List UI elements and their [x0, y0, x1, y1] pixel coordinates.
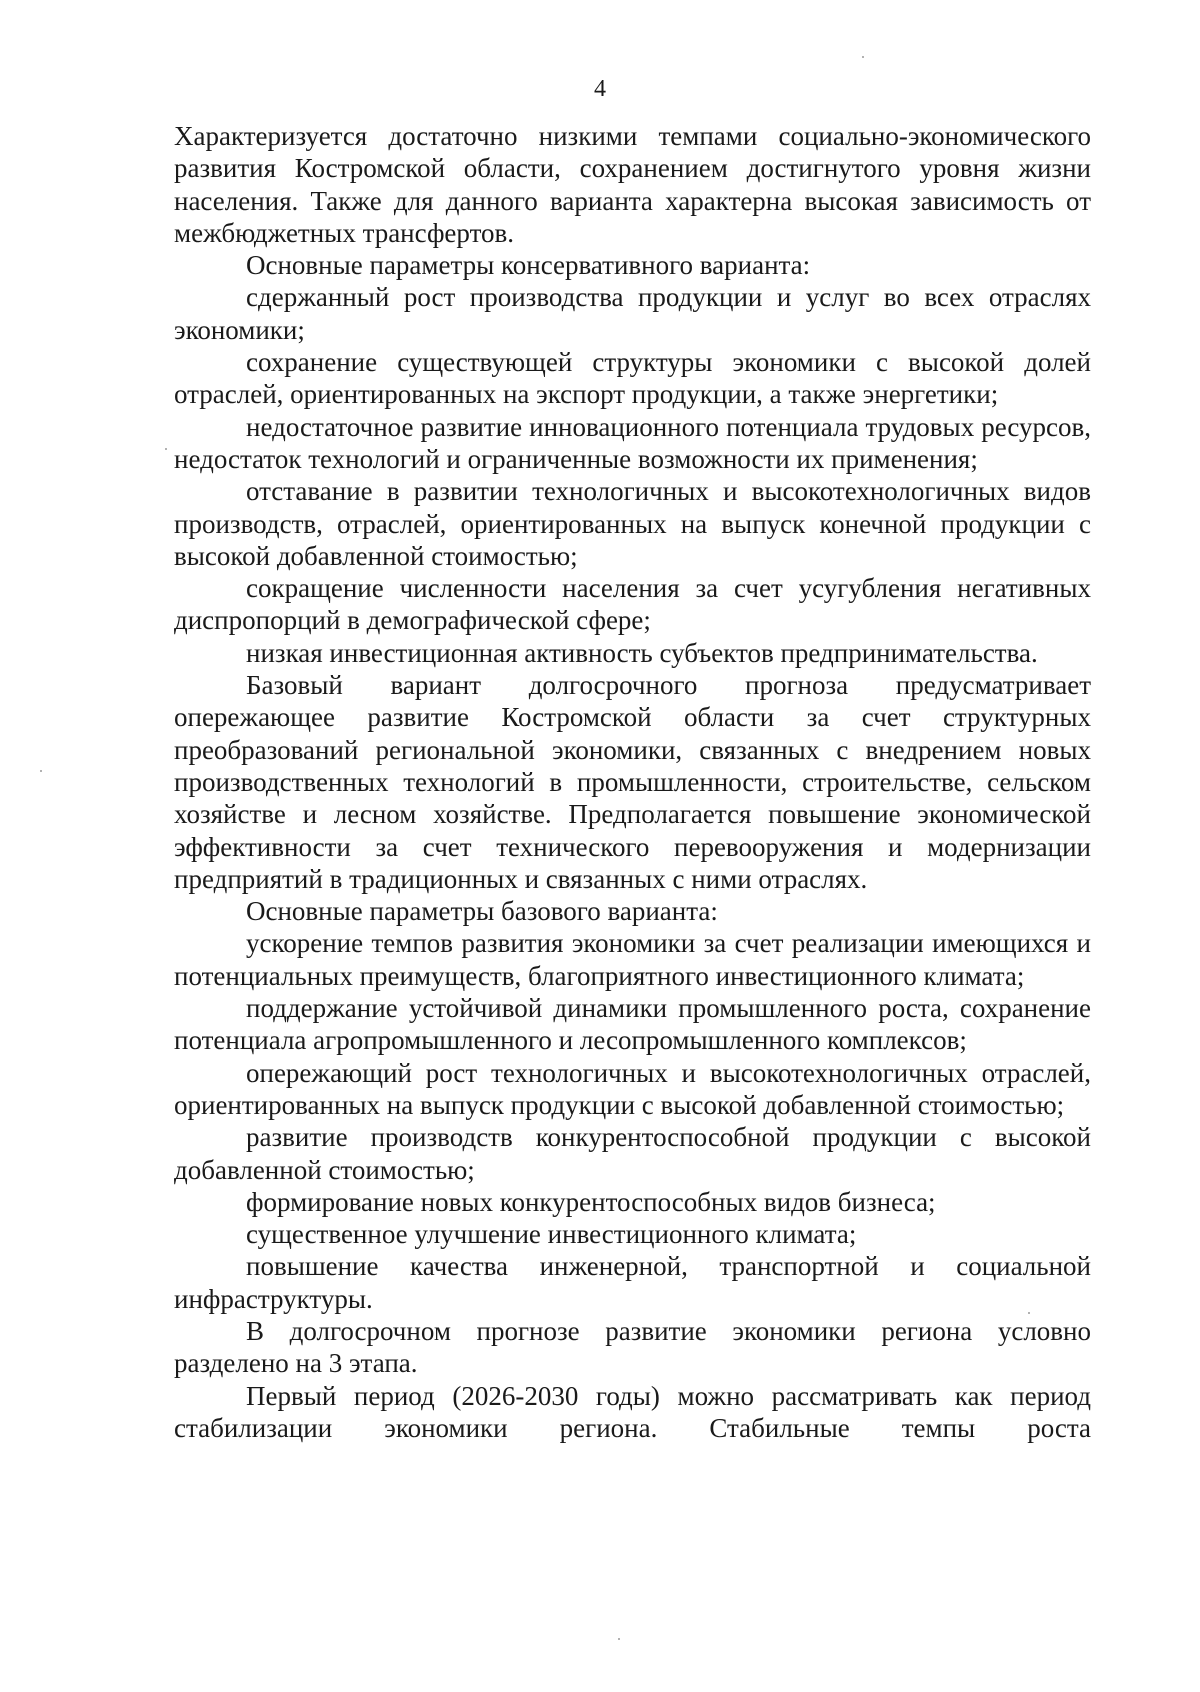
body-paragraph: повышение качества инженерной, транспортной и социальной инфраструктуры. — [174, 1251, 1091, 1314]
body-paragraph: сдержанный рост производства продукции и услуг во всех отраслях экономики; — [174, 282, 1091, 345]
body-paragraph: формирование новых конкурентоспособных видов бизнеса; — [246, 1186, 936, 1217]
body-paragraph: Базовый вариант долгосрочного прогноза предусматривает опережающее развитие Костромской области за счет структурных преобразований региональной экономики, связанных с внедрением новых производственных технологий в промышленности, строительстве, сельском хозяйстве и лесном хозяйстве. Предполагается повышение экономической эффективности за счет технического перевооружения и модернизации предприятий в традиционных и связанных с ними отраслях. — [174, 670, 1091, 894]
scan-speck — [40, 770, 42, 772]
text-body — [174, 120, 1091, 1444]
body-paragraph: развитие производств конкурентоспособной продукции с высокой добавленной стоимостью; — [174, 1122, 1091, 1185]
body-paragraph: опережающий рост технологичных и высокотехнологичных отраслей, ориентированных на выпуск продукции с высокой добавленной стоимостью; — [174, 1057, 1091, 1120]
body-paragraph: сокращение численности населения за счет усугубления негативных диспропорций в демографической сфере; — [174, 573, 1091, 636]
body-paragraph: Основные параметры консервативного варианта: — [246, 250, 811, 281]
body-paragraph: В долгосрочном прогнозе развитие экономики региона условно разделено на 3 этапа. — [174, 1315, 1091, 1379]
scan-speck — [862, 56, 864, 58]
body-paragraph: Характеризуется достаточно низкими темпами социально-экономического развития Костромской области, сохранением достигнутого уровня жизни населения. Также для данного варианта характерна высокая зависимость от межбюджетных трансфертов. — [174, 121, 1091, 248]
body-paragraph: недостаточное развитие инновационного потенциала трудовых ресурсов, недостаток технологий и ограниченные возможности их применения; — [174, 411, 1091, 474]
body-paragraph: поддержание устойчивой динамики промышленного роста, сохранение потенциала агропромышленного и лесопромышленного комплексов; — [174, 993, 1091, 1056]
body-paragraph: низкая инвестиционная активность субъектов предпринимательства. — [246, 637, 1038, 668]
page-number: 4 — [594, 76, 606, 102]
scan-speck — [1028, 1312, 1030, 1314]
body-paragraph: существенное улучшение инвестиционного климата; — [246, 1219, 857, 1250]
body-paragraph: сохранение существующей структуры экономики с высокой долей отраслей, ориентированных на экспорт продукции, а также энергетики; — [174, 347, 1091, 410]
body-paragraph: Первый период (2026-2030 годы) можно рассматривать как период стабилизации экономики региона. Стабильные темпы роста — [174, 1380, 1091, 1443]
scan-speck — [165, 448, 167, 450]
body-paragraph: ускорение темпов развития экономики за счет реализации имеющихся и потенциальных преимуществ, благоприятного инвестиционного климата; — [174, 928, 1091, 991]
body-paragraph: отставание в развитии технологичных и высокотехнологичных видов производств, отраслей, ориентированных на выпуск конечной продукции с высокой добавленной стоимостью; — [174, 476, 1091, 571]
body-paragraph: Основные параметры базового варианта: — [246, 896, 718, 927]
scan-speck — [618, 1638, 620, 1640]
